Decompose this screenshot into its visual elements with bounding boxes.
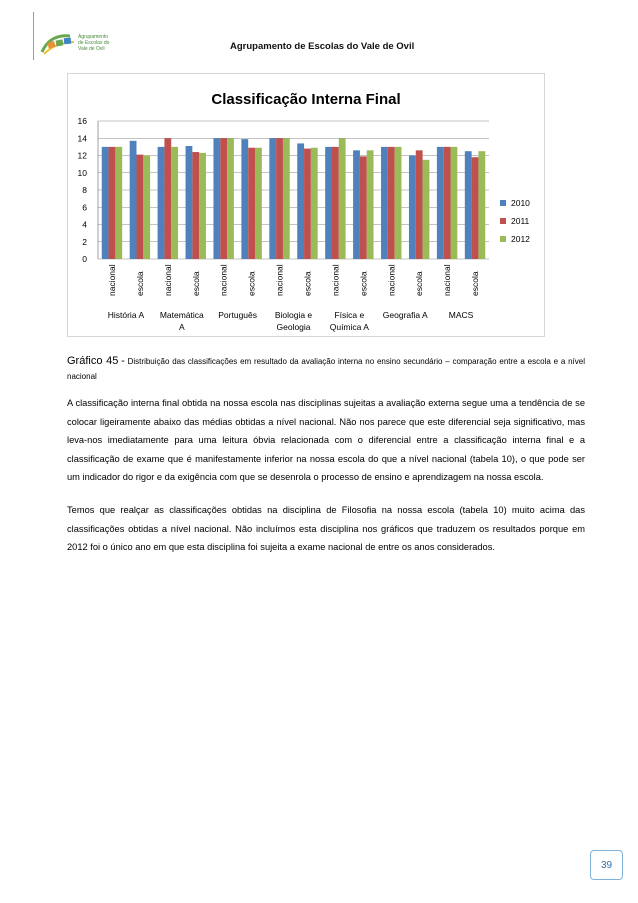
bar	[213, 138, 220, 259]
bar	[437, 147, 444, 259]
x-group-label: Biologia e Geologia	[274, 310, 313, 332]
document-header-title: Agrupamento de Escolas do Vale de Ovil	[230, 41, 415, 52]
bar	[109, 147, 116, 259]
y-tick-label: 12	[77, 150, 87, 161]
page-number: 39	[600, 859, 613, 871]
bar	[360, 156, 367, 259]
y-tick-label: 4	[82, 219, 87, 230]
x-subcategory-label: nacional	[218, 264, 229, 296]
x-group-label: História A	[107, 310, 145, 320]
logo-text	[78, 34, 109, 52]
y-tick-label: 10	[77, 167, 87, 178]
bar	[472, 157, 479, 259]
x-subcategory-label: escola	[358, 271, 369, 296]
bar	[186, 146, 193, 259]
bar	[325, 147, 332, 259]
x-group-label: MACS	[448, 310, 474, 320]
x-subcategory-label: nacional	[162, 264, 173, 296]
bar	[269, 138, 276, 259]
x-subcategory-label: escola	[302, 271, 313, 296]
figure-caption	[67, 354, 585, 384]
bar	[353, 150, 360, 259]
bar	[451, 147, 458, 259]
legend-label: 2011	[511, 216, 530, 226]
bar	[158, 147, 165, 259]
x-subcategory-label: escola	[414, 271, 425, 296]
bar	[304, 149, 311, 259]
bar	[248, 148, 255, 259]
legend-swatch	[500, 218, 506, 224]
legend-label: 2012	[511, 234, 530, 244]
bar	[102, 147, 109, 259]
body-paragraph-2: Temos que realçar as classificações obtidas na disciplina de Filosofia na nossa escola (tabela 10) muito acima das classificações obtidas a nível nacional. Não incluímos esta disciplina nos gráficos que traduzem os resultados porque em 2012 foi o único ano em que esta disciplina foi sujeita a exame nacional de entre os anos considerados.	[67, 505, 585, 552]
bar	[388, 147, 395, 259]
bar	[276, 138, 283, 259]
bar	[395, 147, 402, 259]
x-subcategory-label: nacional	[274, 264, 285, 296]
legend-swatch	[500, 200, 506, 206]
bar	[164, 138, 171, 259]
logo-text-line: de Escolas do	[78, 40, 110, 46]
bar	[130, 141, 137, 259]
x-group-label: Matemática A	[159, 310, 204, 332]
bar	[423, 160, 430, 259]
y-tick-label: 14	[77, 133, 87, 144]
x-subcategory-label: nacional	[386, 264, 397, 296]
x-group-label: Física e Química A	[329, 310, 369, 332]
bar	[367, 150, 374, 259]
x-subcategory-label: escola	[190, 271, 201, 296]
y-tick-label: 6	[82, 202, 87, 213]
y-tick-label: 16	[77, 116, 87, 126]
y-tick-label: 8	[82, 185, 87, 195]
bar	[444, 147, 451, 259]
bar	[297, 143, 304, 259]
caption-separator: -	[121, 355, 125, 367]
caption-text: Distribuição das classificações em resultado da avaliação interna no ensino secundário – comparação entre a escola e a nível nacional	[67, 357, 585, 381]
x-subcategory-label: nacional	[106, 264, 117, 296]
bar	[339, 138, 346, 259]
bar	[311, 148, 318, 259]
bar	[143, 156, 150, 260]
bar	[227, 138, 234, 259]
x-group-label: Geografia A	[382, 310, 428, 320]
bar	[220, 138, 227, 259]
bar	[332, 147, 339, 259]
header-border-line	[33, 12, 34, 60]
bar	[416, 150, 423, 259]
bar	[115, 147, 122, 259]
x-subcategory-label: escola	[246, 271, 257, 296]
bar	[255, 148, 262, 259]
x-group-label: Português	[218, 310, 258, 320]
bar	[241, 139, 248, 259]
bar	[381, 147, 388, 259]
body-paragraph-1: A classificação interna final obtida na nossa escola nas disciplinas sujeitas a avaliação externa segue uma a tendência de se colocar ligeiramente abaixo das médias obtidas a nível nacional. Não nos parece que este diferencial seja significativo, mas leva-nos imediatamente para uma leitura óbvia relacionada com o diferencial entre a classificação interna final e a classificação de exame que é manifestamente inferior na nossa escola do que a nível nacional (tabela 10), o que pode ser um indicador do rigor e da exigência com que se desenrola o processo de ensino e aprendizagem na nossa escola.	[67, 398, 585, 482]
y-tick-label: 0	[82, 254, 87, 264]
x-subcategory-label: nacional	[330, 264, 341, 296]
bar	[192, 152, 199, 259]
y-tick-label: 2	[82, 236, 87, 247]
page-number-box	[590, 850, 623, 880]
bar	[199, 153, 206, 259]
chart-title: Classificação Interna Final	[211, 91, 401, 108]
bar	[136, 155, 143, 259]
bar	[465, 151, 472, 259]
legend-swatch	[500, 236, 506, 242]
bar	[478, 151, 485, 259]
bar	[171, 147, 178, 259]
x-subcategory-label: nacional	[442, 264, 453, 296]
logo-text-line: Agrupamento	[78, 34, 109, 40]
logo-text-line: Vale de Ovil	[78, 46, 105, 52]
x-subcategory-label: escola	[134, 271, 145, 296]
legend-label: 2010	[511, 198, 530, 208]
bar-chart	[68, 74, 544, 336]
bar	[409, 156, 416, 260]
chart-container	[67, 73, 545, 337]
caption-label: Gráfico 45	[67, 355, 119, 367]
x-subcategory-label: escola	[470, 271, 481, 296]
bar	[283, 138, 290, 259]
